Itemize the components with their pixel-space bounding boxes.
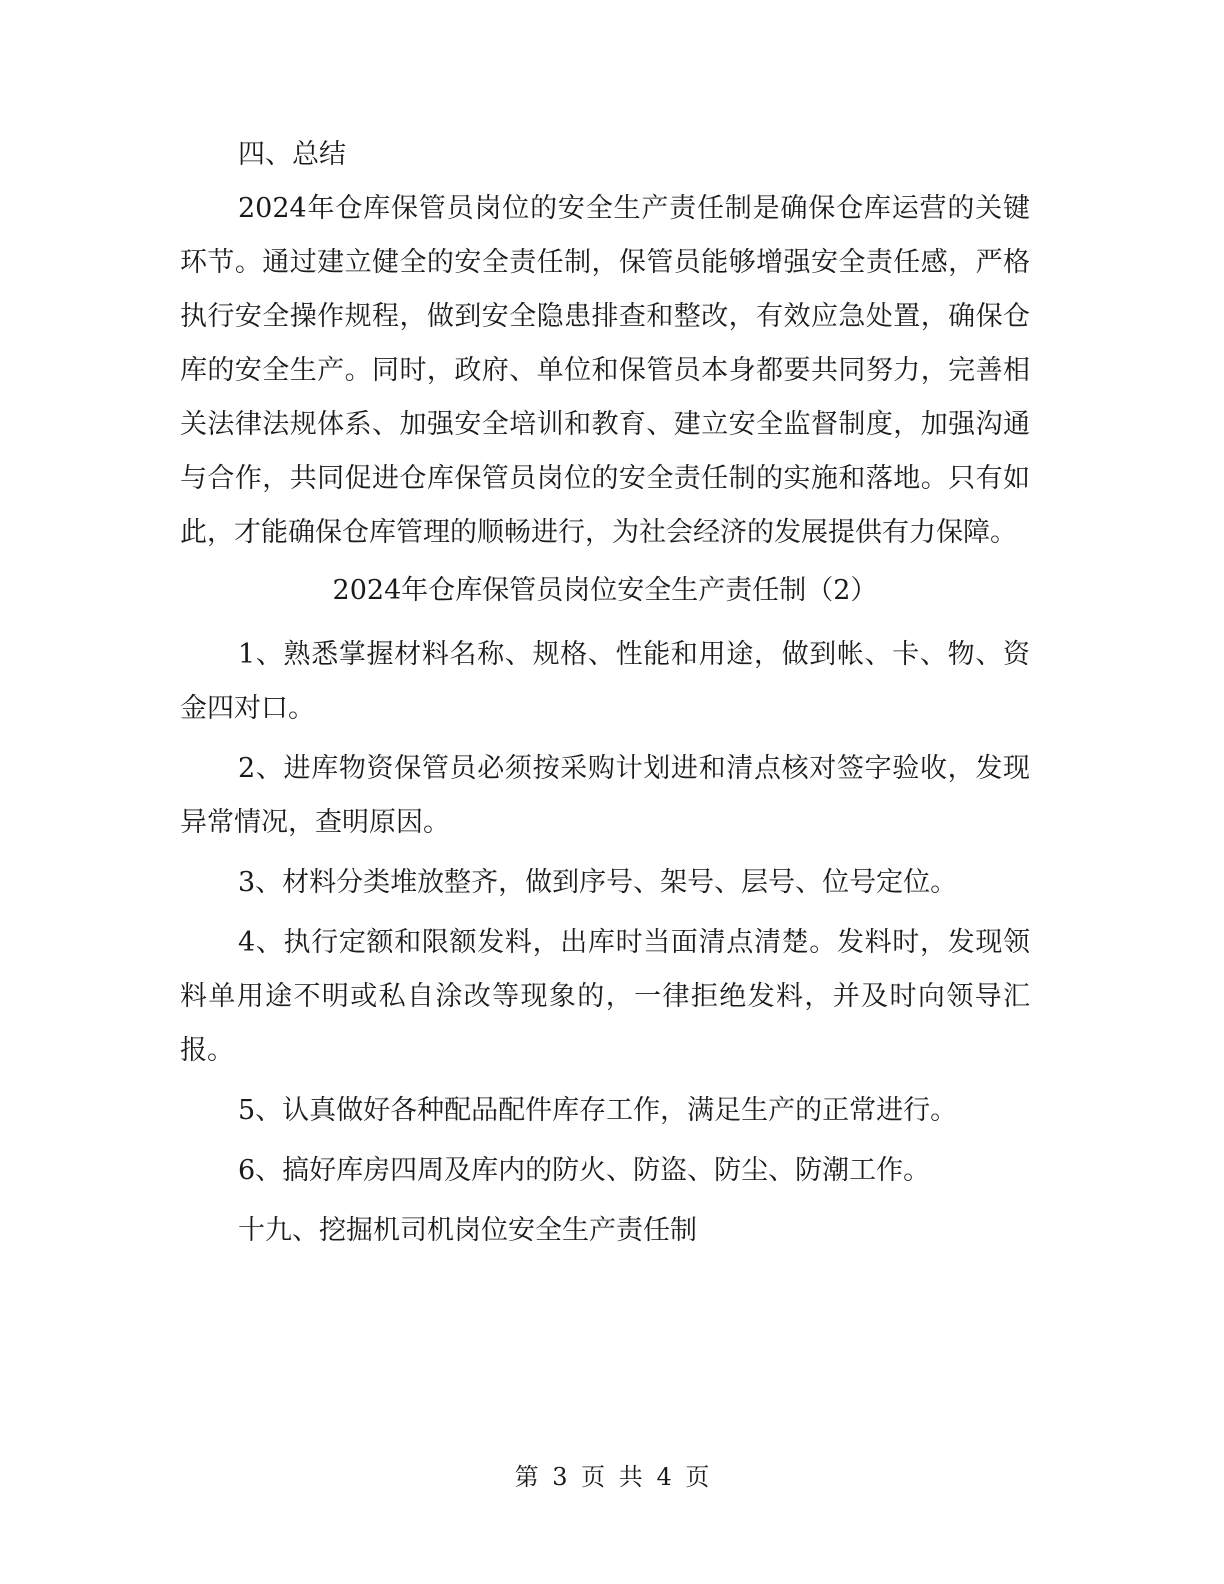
- page-footer: 第 3 页 共 4 页: [514, 1463, 710, 1491]
- list-item: 1、熟悉掌握材料名称、规格、性能和用途，做到帐、卡、物、资金四对口。: [180, 639, 1030, 724]
- summary-paragraph: 2024年仓库保管员岗位的安全生产责任制是确保仓库运营的关键环节。通过建立健全的安全责任制，保管员能够增强安全责任感，严格执行安全操作规程，做到安全隐患排查和整改，有效应急处置，确保仓库的安全生产。同时，政府、单位和保管员本身都要共同努力，完善相关法律法规体系、加强安全培训和教育、建立安全监督制度，加强沟通与合作，共同促进仓库保管员岗位的安全责任制的实施和落地。只有如此，才能确保仓库管理的顺畅进行，为社会经济的发展提供有力保障。: [180, 193, 1030, 548]
- page-content: [180, 128, 1030, 1258]
- list-item: 2、进库物资保管员必须按采购计划进和清点核对签字验收，发现异常情况，查明原因。: [180, 753, 1030, 838]
- list-item: 5、认真做好各种配品配件库存工作，满足生产的正常进行。: [238, 1095, 958, 1126]
- list-item: 6、搞好库房四周及库内的防火、防盗、防尘、防潮工作。: [238, 1155, 931, 1186]
- section-heading: 四、总结: [238, 139, 346, 170]
- list-item: 4、执行定额和限额发料，出库时当面清点清楚。发料时，发现领料单用途不明或私自涂改等现象的，一律拒绝发料，并及时向领导汇报。: [180, 927, 1030, 1066]
- next-section-heading: 十九、挖掘机司机岗位安全生产责任制: [238, 1215, 697, 1246]
- list-item: 3、材料分类堆放整齐，做到序号、架号、层号、位号定位。: [238, 867, 958, 898]
- document-title: 2024年仓库保管员岗位安全生产责任制（2）: [332, 575, 878, 606]
